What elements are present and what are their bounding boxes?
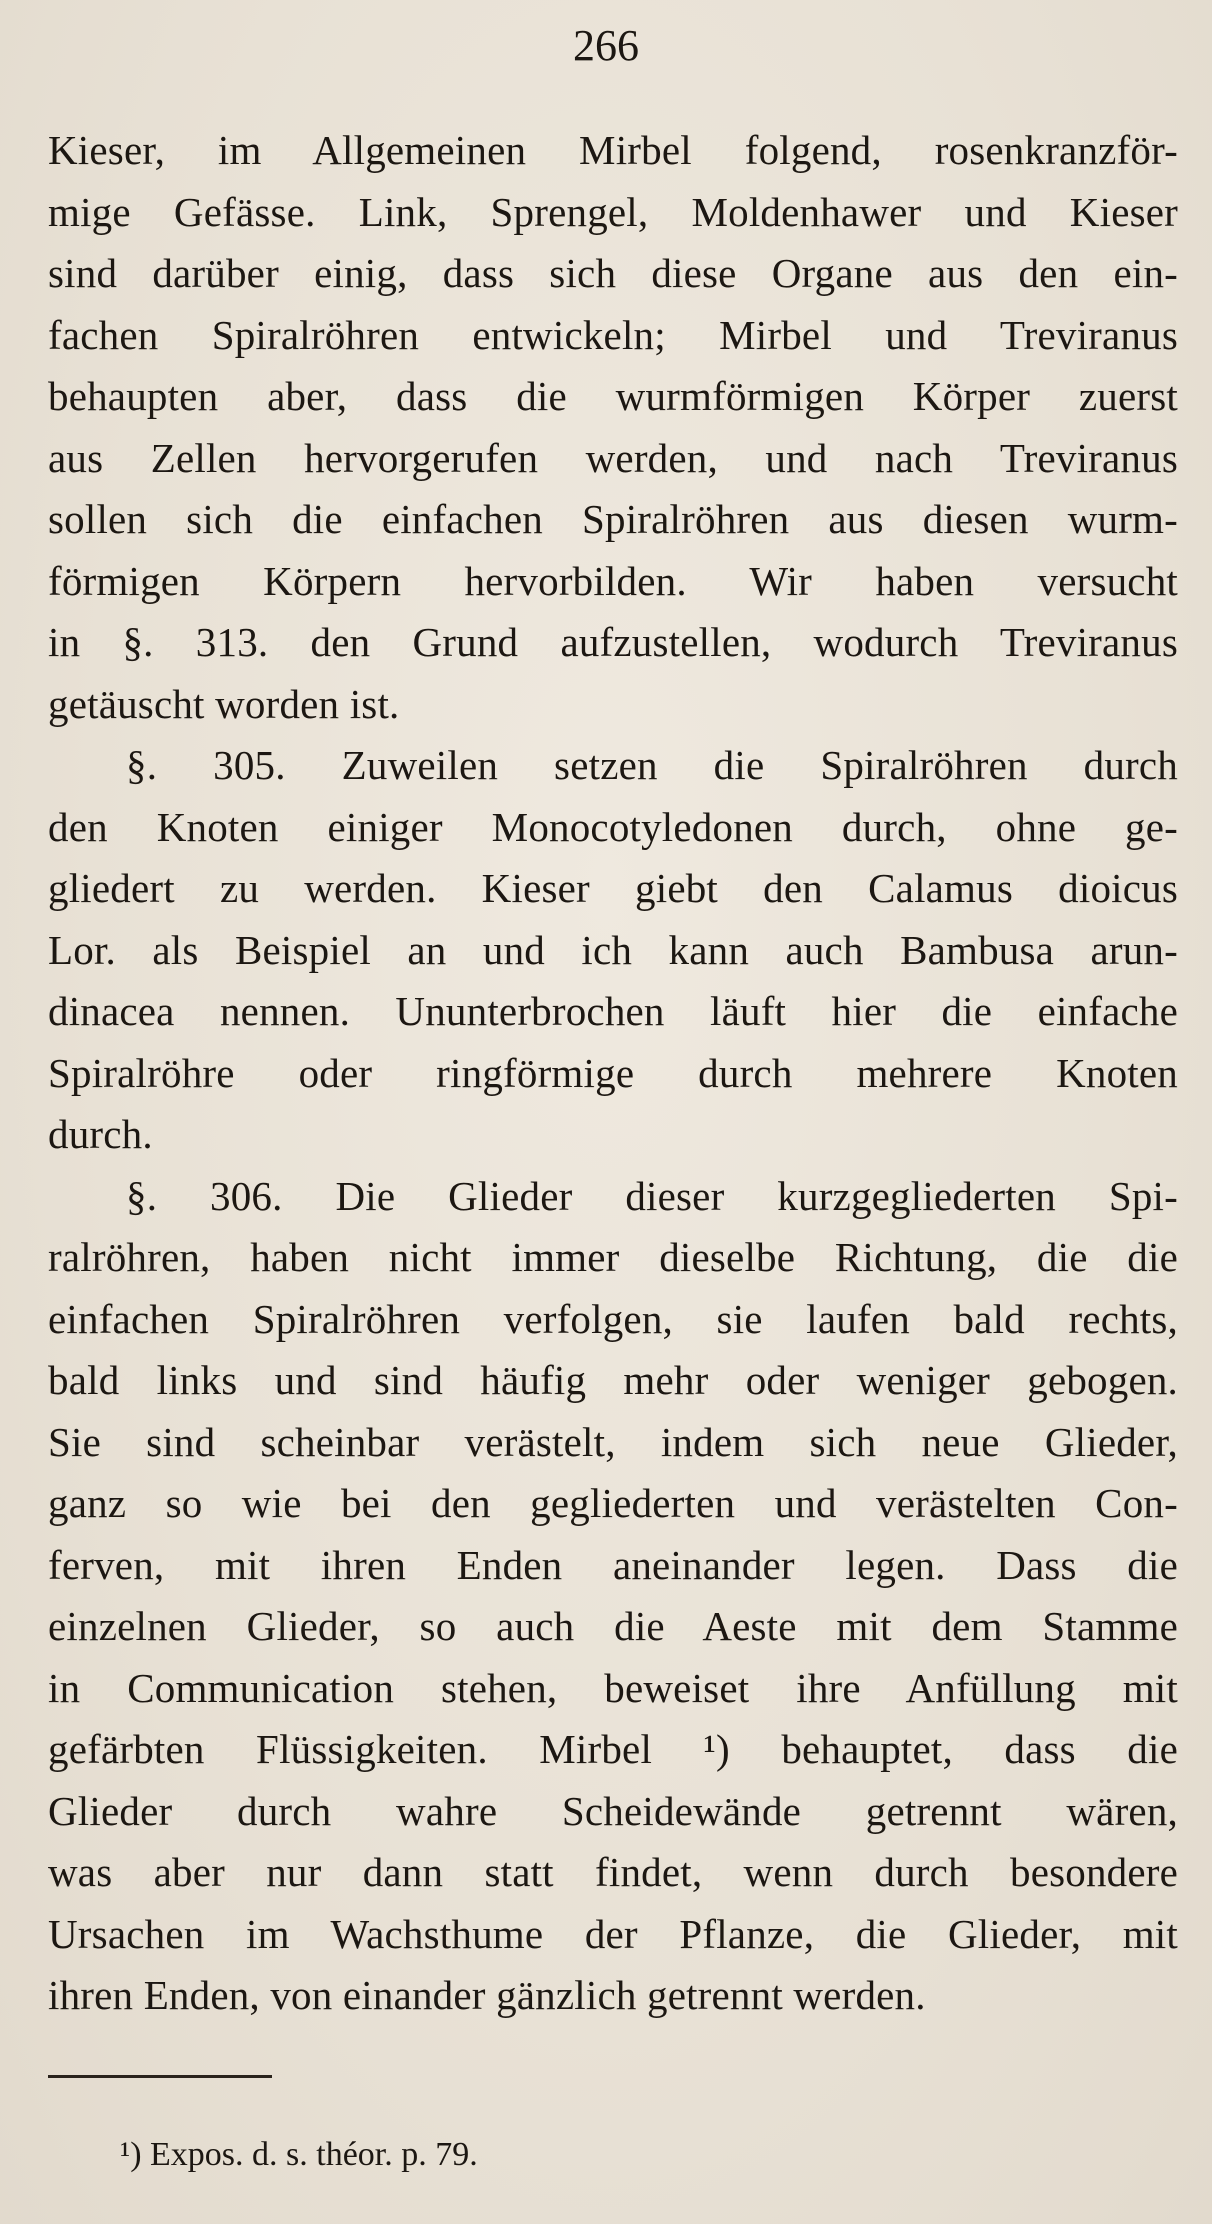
- footnote-separator: [48, 2075, 272, 2078]
- paragraph-306-start: §. 306. Die Glieder dieser kurzgegliederten Spi-: [126, 1172, 1178, 1219]
- page-number: 266: [573, 21, 639, 70]
- text-line: durch.: [48, 1111, 153, 1157]
- text-line: mige Gefässe. Link, Sprengel, Moldenhawer und Kieser: [48, 188, 1178, 235]
- body-text: [48, 120, 1178, 2027]
- footnote-text: Expos. d. s. théor. p. 79.: [150, 2136, 478, 2173]
- footnote-marker: ¹): [120, 2136, 142, 2173]
- text-line: was aber nur dann statt findet, wenn durch besondere: [48, 1849, 1178, 1895]
- text-line: behaupten aber, dass die wurmförmigen Körper zuerst: [48, 373, 1178, 419]
- text-line: förmigen Körpern hervorbilden. Wir haben versucht: [48, 557, 1178, 604]
- text-line: den Knoten einiger Monocotyledonen durch, ohne ge-: [48, 803, 1178, 850]
- text-line: aus Zellen hervorgerufen werden, und nach Treviranus: [48, 434, 1178, 481]
- text-line: einfachen Spiralröhren verfolgen, sie laufen bald rechts,: [48, 1295, 1178, 1342]
- text-line: Ursachen im Wachsthume der Pflanze, die Glieder, mit: [48, 1910, 1178, 1957]
- text-line: Spiralröhre oder ringförmige durch mehrere Knoten: [48, 1049, 1178, 1096]
- text-line: sollen sich die einfachen Spiralröhren aus diesen wurm-: [48, 496, 1178, 542]
- footnote: [120, 2133, 478, 2177]
- text-line: ferven, mit ihren Enden aneinander legen. Dass die: [48, 1541, 1178, 1588]
- text-line: dinacea nennen. Ununterbrochen läuft hier die einfache: [48, 988, 1178, 1034]
- text-line: Sie sind scheinbar verästelt, indem sich neue Glieder,: [48, 1418, 1178, 1465]
- text-line: in §. 313. den Grund aufzustellen, wodurch Treviranus: [48, 619, 1178, 665]
- text-line: ralröhren, haben nicht immer dieselbe Richtung, die die: [48, 1234, 1178, 1280]
- text-line: sind darüber einig, dass sich diese Organe aus den ein-: [48, 250, 1178, 296]
- text-line-footnote-ref: gefärbten Flüssigkeiten. Mirbel ¹) behauptet, dass die: [48, 1726, 1178, 1772]
- text-line: getäuscht worden ist.: [48, 680, 400, 727]
- text-line: fachen Spiralröhren entwickeln; Mirbel und Treviranus: [48, 311, 1178, 358]
- text-line: bald links und sind häufig mehr oder weniger gebogen.: [48, 1357, 1178, 1403]
- text-line: in Communication stehen, beweiset ihre Anfüllung mit: [48, 1664, 1178, 1711]
- text-line: ganz so wie bei den gegliederten und verästelten Con-: [48, 1480, 1178, 1526]
- text-line: Glieder durch wahre Scheidewände getrennt wären,: [48, 1787, 1178, 1834]
- text-line: einzelnen Glieder, so auch die Aeste mit dem Stamme: [48, 1603, 1178, 1649]
- text-line: ihren Enden, von einander gänzlich getrennt werden.: [48, 1972, 926, 2018]
- paragraph-305-start: §. 305. Zuweilen setzen die Spiralröhren durch: [126, 742, 1178, 788]
- text-line: Kieser, im Allgemeinen Mirbel folgend, rosenkranzför-: [48, 127, 1178, 173]
- text-line: gliedert zu werden. Kieser giebt den Calamus dioicus: [48, 865, 1178, 911]
- text-line: Lor. als Beispiel an und ich kann auch Bambusa arun-: [48, 926, 1178, 973]
